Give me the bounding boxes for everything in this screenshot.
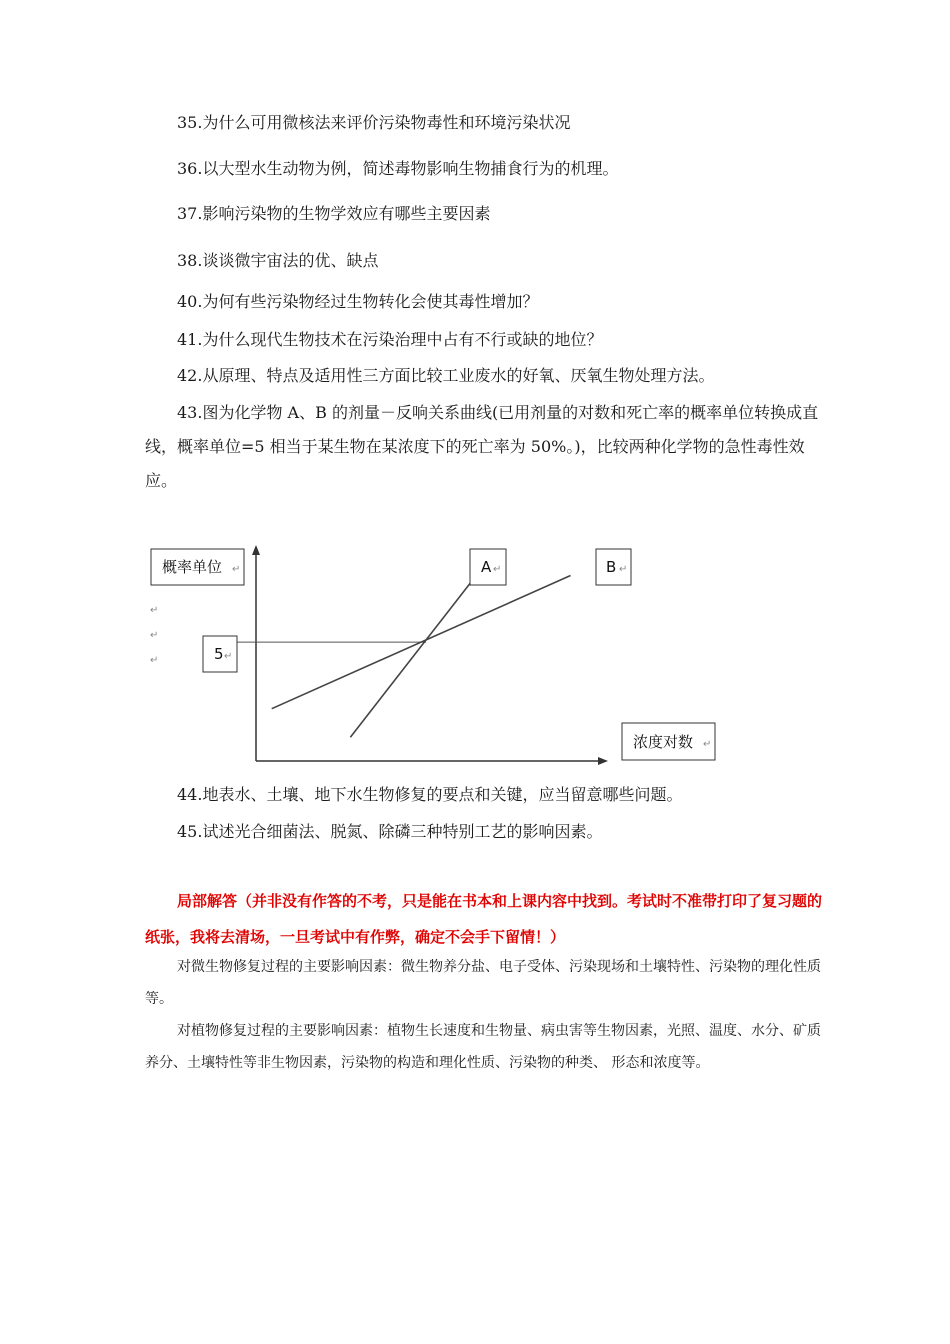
question-number: 44. <box>177 785 203 804</box>
question-text: 从原理、特点及适用性三方面比较工业废水的好氧、厌氧生物处理方法。 <box>202 366 715 385</box>
question-text: 图为化学物 A、B 的剂量－反响关系曲线(已用剂量的对数和死亡率的概率单位转换成直线，概率单位=5 相当于某生物在某浓度下的死亡率为 50%。)，比较两种化学物的急性毒性效应。 <box>145 403 819 490</box>
question-38 <box>177 251 378 271</box>
question-36 <box>177 159 618 179</box>
return-mark: ↵ <box>150 655 159 666</box>
x-axis-label: 浓度对数 <box>633 733 694 751</box>
question-text: 试述光合细菌法、脱氮、除磷三种特别工艺的影响因素。 <box>202 822 603 841</box>
question-number: 41. <box>177 330 203 349</box>
question-number: 45. <box>177 822 203 841</box>
return-mark: ↵ <box>224 651 233 662</box>
question-number: 36. <box>177 159 203 178</box>
question-45 <box>177 822 602 842</box>
question-40 <box>177 292 538 312</box>
answer-text: 对植物修复过程的主要影响因素：植物生长速度和生物量、病虫害等生物因素，光照、温度、水分、矿质养分、土壤特性等非生物因素，污染物的构造和理化性质、污染物的种类、 形态和浓度等。 <box>145 1023 821 1071</box>
notice-text: 局部解答（并非没有作答的不考，只是能在书本和上课内容中找到。考试时不准带打印了复习题的纸张，我将去清场，一旦考试中有作弊，确定不会手下留情！） <box>145 892 823 946</box>
question-text: 谈谈微宇宙法的优、缺点 <box>202 251 379 270</box>
question-number: 35. <box>177 113 203 132</box>
answer-microbial <box>145 951 825 1015</box>
answer-plant <box>145 1015 825 1079</box>
question-41 <box>177 330 602 350</box>
question-text: 为什么可用微核法来评价污染物毒性和环境污染状况 <box>202 113 571 132</box>
return-mark: ↵ <box>150 605 159 616</box>
ref-value-label: 5 <box>214 645 224 663</box>
question-44 <box>177 785 682 805</box>
series-a-line <box>350 576 476 738</box>
question-text: 为什么现代生物技术在污染治理中占有不行或缺的地位？ <box>202 330 603 349</box>
question-number: 43. <box>177 403 203 422</box>
return-mark: ↵ <box>703 739 712 750</box>
question-number: 40. <box>177 292 203 311</box>
series-b-label: B <box>606 558 617 576</box>
series-a-label: A <box>481 558 492 576</box>
question-43 <box>145 396 825 498</box>
question-number: 38. <box>177 251 203 270</box>
return-mark: ↵ <box>150 630 159 641</box>
dose-response-chart <box>140 535 740 775</box>
y-axis-label: 概率单位 <box>162 558 223 576</box>
return-mark: ↵ <box>619 564 628 575</box>
question-text: 为何有些污染物经过生物转化会使其毒性增加？ <box>202 292 539 311</box>
return-mark: ↵ <box>232 564 241 575</box>
return-mark: ↵ <box>493 564 502 575</box>
x-axis-arrow <box>598 757 608 765</box>
y-axis-arrow <box>252 545 260 555</box>
question-35 <box>177 113 570 133</box>
question-number: 42. <box>177 366 203 385</box>
question-42 <box>177 366 714 386</box>
question-text: 以大型水生动物为例，简述毒物影响生物捕食行为的机理。 <box>202 159 619 178</box>
answer-text: 对微生物修复过程的主要影响因素：微生物养分盐、电子受体、污染现场和土壤特性、污染物的理化性质等。 <box>145 959 821 1007</box>
question-number: 37. <box>177 204 203 223</box>
exam-notice <box>145 883 825 955</box>
question-37 <box>177 204 490 224</box>
question-text: 地表水、土壤、地下水生物修复的要点和关键，应当留意哪些问题。 <box>202 785 683 804</box>
question-text: 影响污染物的生物学效应有哪些主要因素 <box>202 204 491 223</box>
